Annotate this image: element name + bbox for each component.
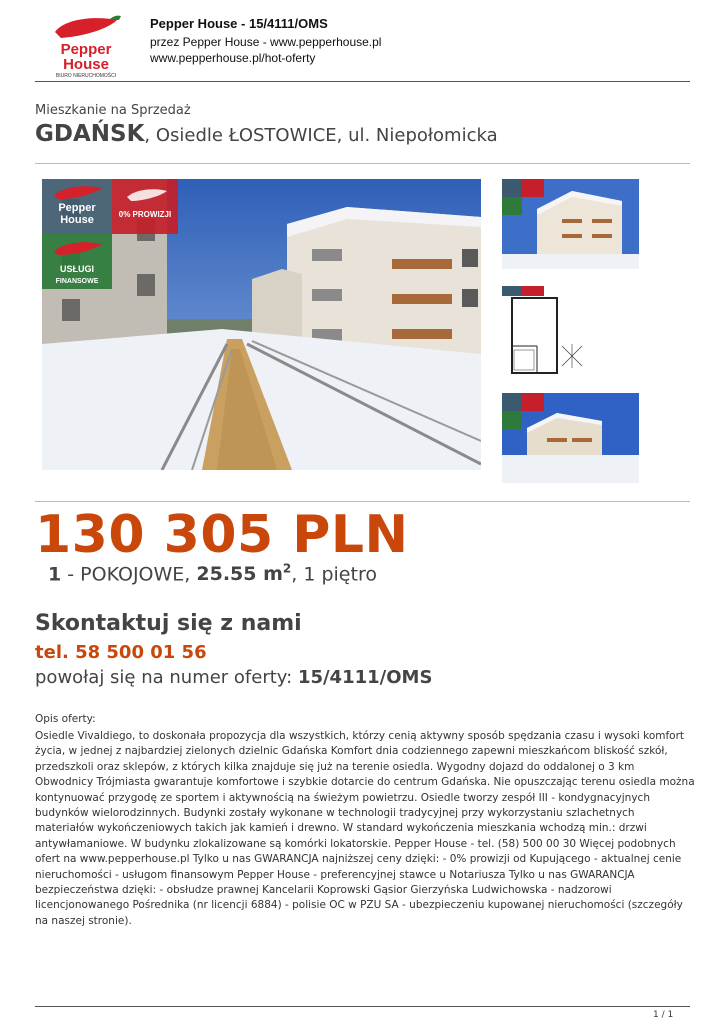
banner-commission: 0% PROWIZJI bbox=[118, 210, 172, 219]
banner-logo-pepper: Pepper bbox=[58, 202, 96, 214]
banner-services-2: FINANSOWE bbox=[55, 278, 99, 285]
listing-title bbox=[35, 121, 498, 147]
header-url[interactable]: www.pepperhouse.pl/hot-oferty bbox=[150, 51, 316, 65]
offer-reference-label: powołaj się na numer oferty: bbox=[35, 667, 298, 688]
floor-info: , 1 piętro bbox=[291, 563, 377, 586]
logo-tagline: BIURO NIERUCHOMOŚCI bbox=[55, 73, 117, 79]
thumbnail-floor-plan[interactable] bbox=[502, 286, 639, 376]
thumbnail-building-2[interactable] bbox=[502, 393, 639, 483]
pepper-house-logo[interactable] bbox=[47, 14, 125, 80]
offer-reference-number: 15/4111/OMS bbox=[297, 667, 433, 688]
banner-services-1: USŁUGI bbox=[59, 264, 95, 274]
rooms-label: - POKOJOWE, bbox=[61, 563, 197, 586]
header-title: Pepper House - 15/4111/OMS bbox=[150, 16, 328, 31]
header-divider bbox=[35, 81, 690, 82]
main-photo[interactable] bbox=[42, 179, 481, 470]
listing-address: , Osiedle ŁOSTOWICE, ul. Niepołomicka bbox=[144, 125, 498, 146]
title-divider bbox=[35, 163, 690, 164]
page-number: 1 / 1 bbox=[653, 1010, 674, 1020]
banner-logo-house: House bbox=[60, 214, 94, 226]
listing-city: GDAŃSK bbox=[35, 121, 145, 147]
listing-summary bbox=[48, 562, 377, 585]
footer-divider bbox=[35, 1006, 690, 1007]
logo-pepper-text: Pepper bbox=[60, 41, 112, 58]
contact-heading: Skontaktuj się z nami bbox=[35, 611, 302, 636]
thumbnail-building-1[interactable] bbox=[502, 179, 639, 269]
offer-reference bbox=[35, 667, 432, 688]
header-byline[interactable]: przez Pepper House - www.pepperhouse.pl bbox=[150, 35, 382, 49]
listing-category: Mieszkanie na Sprzedaż bbox=[35, 103, 191, 118]
area-unit-sup: 2 bbox=[282, 562, 292, 576]
listing-price: 130 305 PLN bbox=[35, 505, 409, 565]
photo-divider bbox=[35, 501, 690, 502]
rooms-count: 1 bbox=[48, 563, 62, 586]
logo-house-text: House bbox=[63, 56, 109, 73]
contact-phone[interactable]: tel. 58 500 01 56 bbox=[35, 642, 207, 663]
area-value: 25.55 m bbox=[196, 563, 283, 586]
description-text: Osiedle Vivaldiego, to doskonała propozycja dla wszystkich, którzy cenią aktywny sposób spędzania czasu i wysoki komfort życia, w jednej z najbardziej zielonych dzielnic Gdańska Komfort dnia codziennego zapewni mieszkańcom bliskość szkół, przedszkoli oraz sklepów, z których kilka znajduje się już na terenie osiedla. Wygodny dojazd do oddalonej o 3 km Obwodnicy Trójmiasta gwarantuje komfortowe i szybkie dotarcie do centrum Gdańska. Nie opuszczając terenu osiedla można kontynuować przygodę ze sportem i aktywnością na świeżym powietrzu. Osiedle tworzy zespół III - kondygnacyjnych budynków wielorodzinnych. Budynki zostały wykonane w technologii tradycyjnej przy wykorzystaniu szlachetnych materiałów wykończeniowych takich jak kamień i drewno. W standard wykończenia mieszkania wchodzą min.: drzwi antywłamaniowe. W budynku zlokalizowane są komórki lokatorskie. Pepper House - tel. (58) 500 00 30 Więcej podobnych ofert na www.pepperhouse.pl Tylko u nas GWARANCJA najniższej ceny dzięki: - 0% prowizji od Kupującego - aktualnej cenie nieruchomości - usługom finansowym Pepper House - preferencyjnej stawce u Notariusza Tylko u nas GWARANCJA bezpieczeństwa dzięki: - obsłudze prawnej Kancelarii Koprowski Gąsior Gierzyńska Ludwichowska - nadzorowi licencjonowanego Pośrednika (nr licencji 6884) - polisie OC w PZU SA - ubezpieczeniu kupowanej nieruchomości (szczegóły na naszej stronie). bbox=[35, 730, 695, 927]
description-label: Opis oferty: bbox=[35, 713, 96, 725]
